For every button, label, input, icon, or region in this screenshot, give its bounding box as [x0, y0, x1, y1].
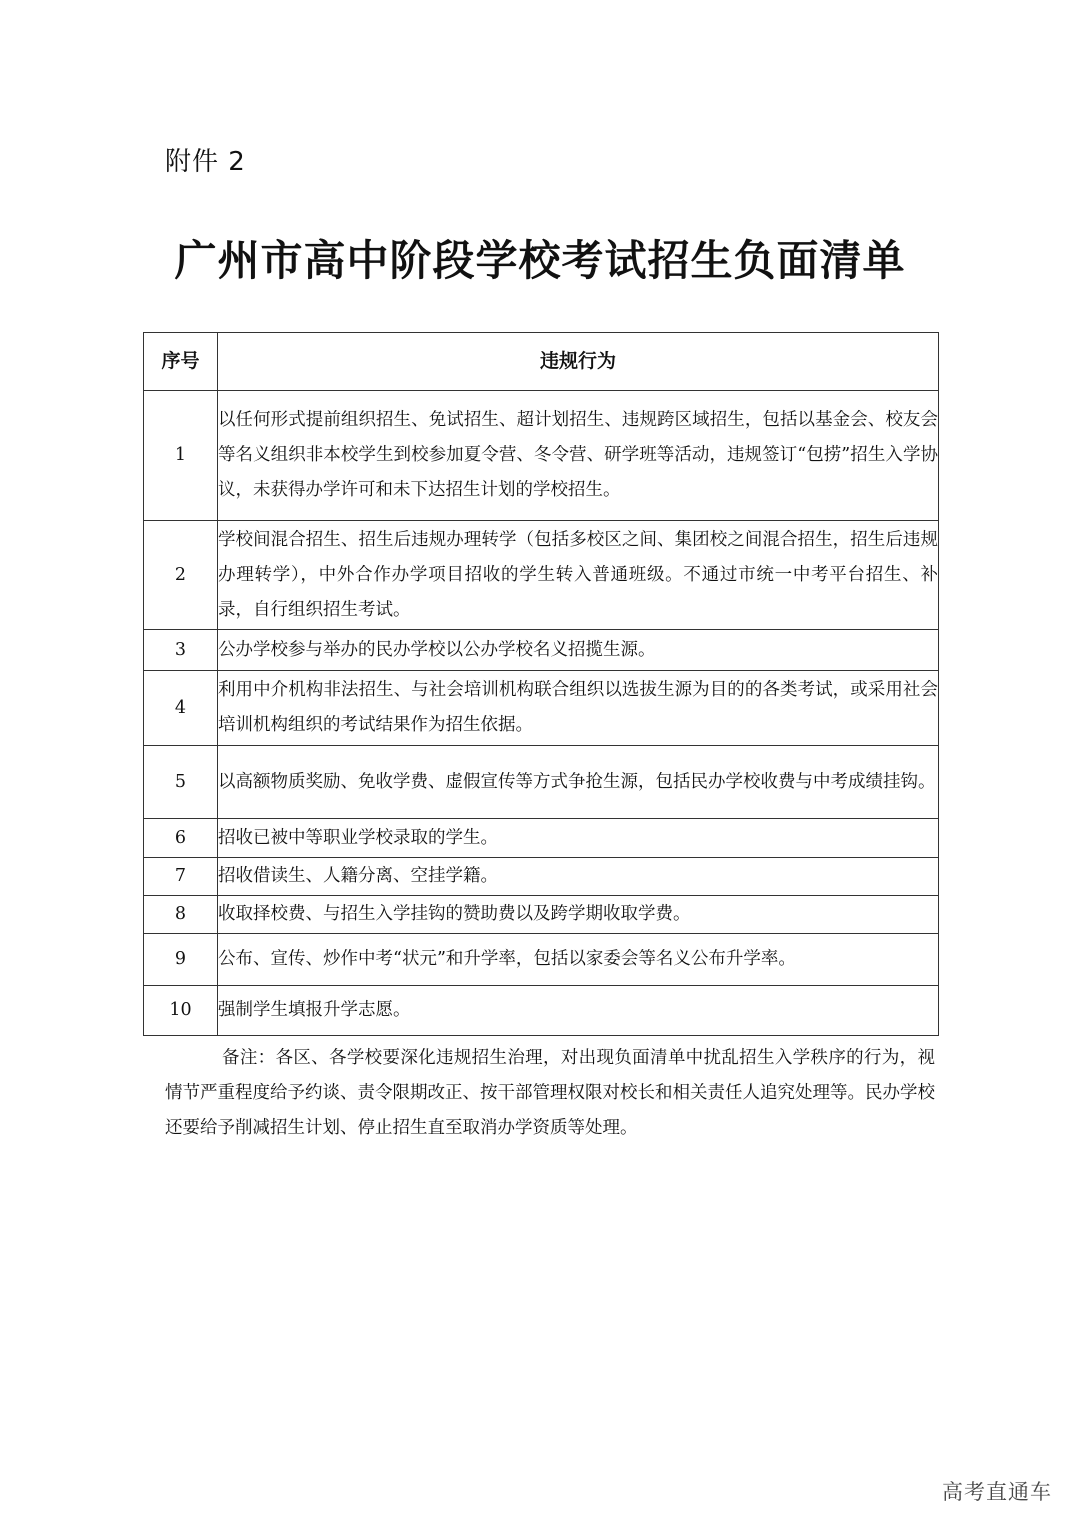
- table-row: [144, 934, 939, 986]
- table-row: [144, 986, 939, 1036]
- attachment-label: 附件 2: [165, 147, 246, 177]
- row-number: 10: [144, 986, 218, 1036]
- column-header-violation: 违规行为: [218, 333, 939, 391]
- row-number: 9: [144, 934, 218, 986]
- table-header-row: [144, 333, 939, 391]
- row-number: 2: [144, 521, 218, 630]
- row-number: 1: [144, 391, 218, 521]
- row-text: 强制学生填报升学志愿。: [218, 986, 939, 1036]
- watermark: 高考直通车: [942, 1480, 1052, 1504]
- row-number: 8: [144, 896, 218, 934]
- table-row: [144, 671, 939, 746]
- row-text: 招收已被中等职业学校录取的学生。: [218, 819, 939, 858]
- row-text: 招收借读生、人籍分离、空挂学籍。: [218, 858, 939, 896]
- remarks-paragraph: 备注：各区、各学校要深化违规招生治理，对出现负面清单中扰乱招生入学秩序的行为，视情节严重程度给予约谈、责令限期改正、按干部管理权限对校长和相关责任人追究处理等。民办学校还要给予削减招生计划、停止招生直至取消办学资质等处理。: [165, 1048, 935, 1138]
- row-number: 6: [144, 819, 218, 858]
- row-text: 以任何形式提前组织招生、免试招生、超计划招生、违规跨区域招生，包括以基金会、校友会等名义组织非本校学生到校参加夏令营、冬令营、研学班等活动，违规签订“包捞”招生入学协议，未获得办学许可和未下达招生计划的学校招生。: [218, 391, 939, 521]
- row-number: 5: [144, 746, 218, 819]
- row-text: 公布、宣传、炒作中考“状元”和升学率，包括以家委会等名义公布升学率。: [218, 934, 939, 986]
- row-number: 3: [144, 630, 218, 671]
- table-row: [144, 630, 939, 671]
- table-row: [144, 521, 939, 630]
- row-text: 收取择校费、与招生入学挂钩的赞助费以及跨学期收取学费。: [218, 896, 939, 934]
- table-row: [144, 391, 939, 521]
- row-number: 4: [144, 671, 218, 746]
- negative-list-table: [143, 332, 939, 1036]
- table-row: [144, 858, 939, 896]
- row-text: 学校间混合招生、招生后违规办理转学（包括多校区之间、集团校之间混合招生，招生后违规办理转学），中外合作办学项目招收的学生转入普通班级。不通过市统一中考平台招生、补录，自行组织招生考试。: [218, 521, 939, 630]
- row-text: 利用中介机构非法招生、与社会培训机构联合组织以选拔生源为目的的各类考试，或采用社会培训机构组织的考试结果作为招生依据。: [218, 671, 939, 746]
- row-text: 以高额物质奖励、免收学费、虚假宣传等方式争抢生源，包括民办学校收费与中考成绩挂钩。: [218, 746, 939, 819]
- table-row: [144, 896, 939, 934]
- table-row: [144, 819, 939, 858]
- row-number: 7: [144, 858, 218, 896]
- column-header-no: 序号: [144, 333, 218, 391]
- page-title: 广州市高中阶段学校考试招生负面清单: [174, 236, 906, 285]
- table-row: [144, 746, 939, 819]
- row-text: 公办学校参与举办的民办学校以公办学校名义招揽生源。: [218, 630, 939, 671]
